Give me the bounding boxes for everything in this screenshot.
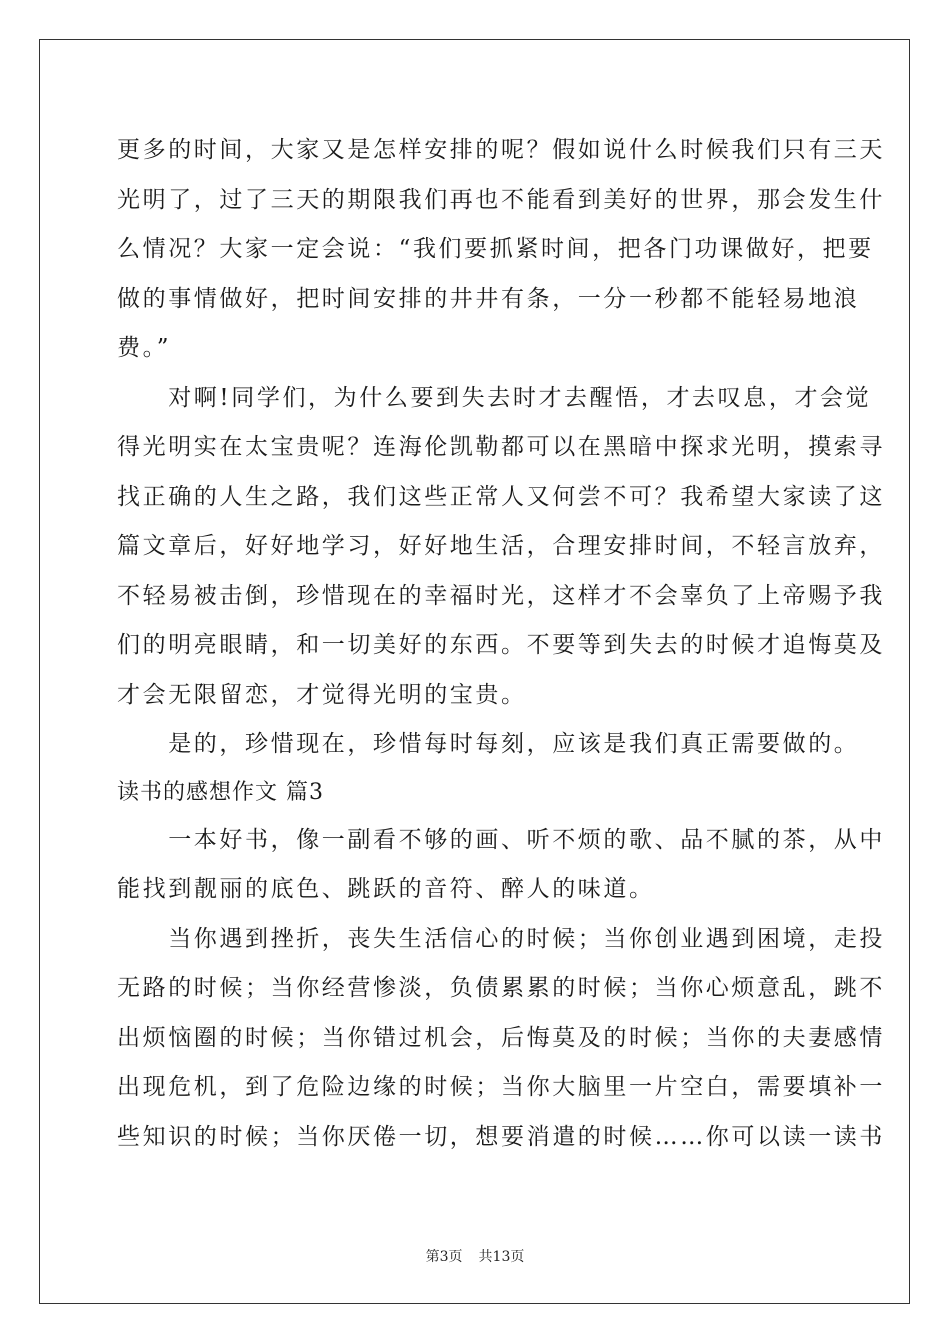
- page-number: 第3页: [425, 1249, 463, 1265]
- page-total: 共13页: [478, 1249, 525, 1265]
- text-line: 们的明亮眼睛，和一切美好的东西。不要等到失去的时候才追悔莫及: [117, 632, 885, 658]
- text-line: 找正确的人生之路，我们这些正常人又何尝不可？我希望大家读了这: [117, 483, 885, 510]
- text-line: 光明了，过了三天的期限我们再也不能看到美好的世界，那会发生什: [117, 186, 885, 213]
- text-line: 做的事情做好，把时间安排的井井有条，一分一秒都不能轻易地浪: [117, 285, 860, 312]
- text-line: 才会无限留恋，才觉得光明的宝贵。: [117, 681, 527, 708]
- text-line: 出烦恼圈的时候；当你错过机会，后悔莫及的时候；当你的夫妻感情: [117, 1024, 885, 1051]
- text-line: 篇文章后，好好地学习，好好地生活，合理安排时间，不轻言放弃，: [117, 533, 885, 559]
- text-line: 无路的时候；当你经营惨淡，负债累累的时候；当你心烦意乱，跳不: [117, 975, 885, 1001]
- text-line: 费。”: [117, 335, 172, 361]
- page-footer: [0, 1246, 950, 1266]
- text-line: 更多的时间，大家又是怎样安排的呢？假如说什么时候我们只有三天: [117, 137, 885, 163]
- text-line: 一本好书，像一副看不够的画、听不烦的歌、品不腻的茶，从中: [117, 826, 885, 853]
- text-line: 得光明实在太宝贵呢？连海伦凯勒都可以在黑暗中探求光明，摸索寻: [117, 434, 885, 460]
- text-line: 能找到靓丽的底色、跳跃的音符、醉人的味道。: [117, 876, 655, 902]
- text-line: 当你遇到挫折，丧失生活信心的时候；当你创业遇到困境，走投: [117, 925, 885, 952]
- section-heading: 读书的感想作文 篇3: [117, 779, 324, 805]
- document-body: [117, 126, 885, 1162]
- text-line: 对啊!同学们，为什么要到失去时才去醒悟，才去叹息，才会觉: [117, 384, 872, 411]
- text-line: 是的，珍惜现在，珍惜每时每刻，应该是我们真正需要做的。: [117, 731, 860, 757]
- text-line: 不轻易被击倒，珍惜现在的幸福时光，这样才不会辜负了上帝赐予我: [117, 582, 885, 609]
- text-line: 么情况？大家一定会说：“我们要抓紧时间，把各门功课做好，把要: [117, 236, 874, 262]
- text-line: 出现危机，到了危险边缘的时候；当你大脑里一片空白，需要填补一: [117, 1074, 885, 1100]
- text-line: 些知识的时候；当你厌倦一切，想要消遣的时候……你可以读一读书: [117, 1123, 885, 1150]
